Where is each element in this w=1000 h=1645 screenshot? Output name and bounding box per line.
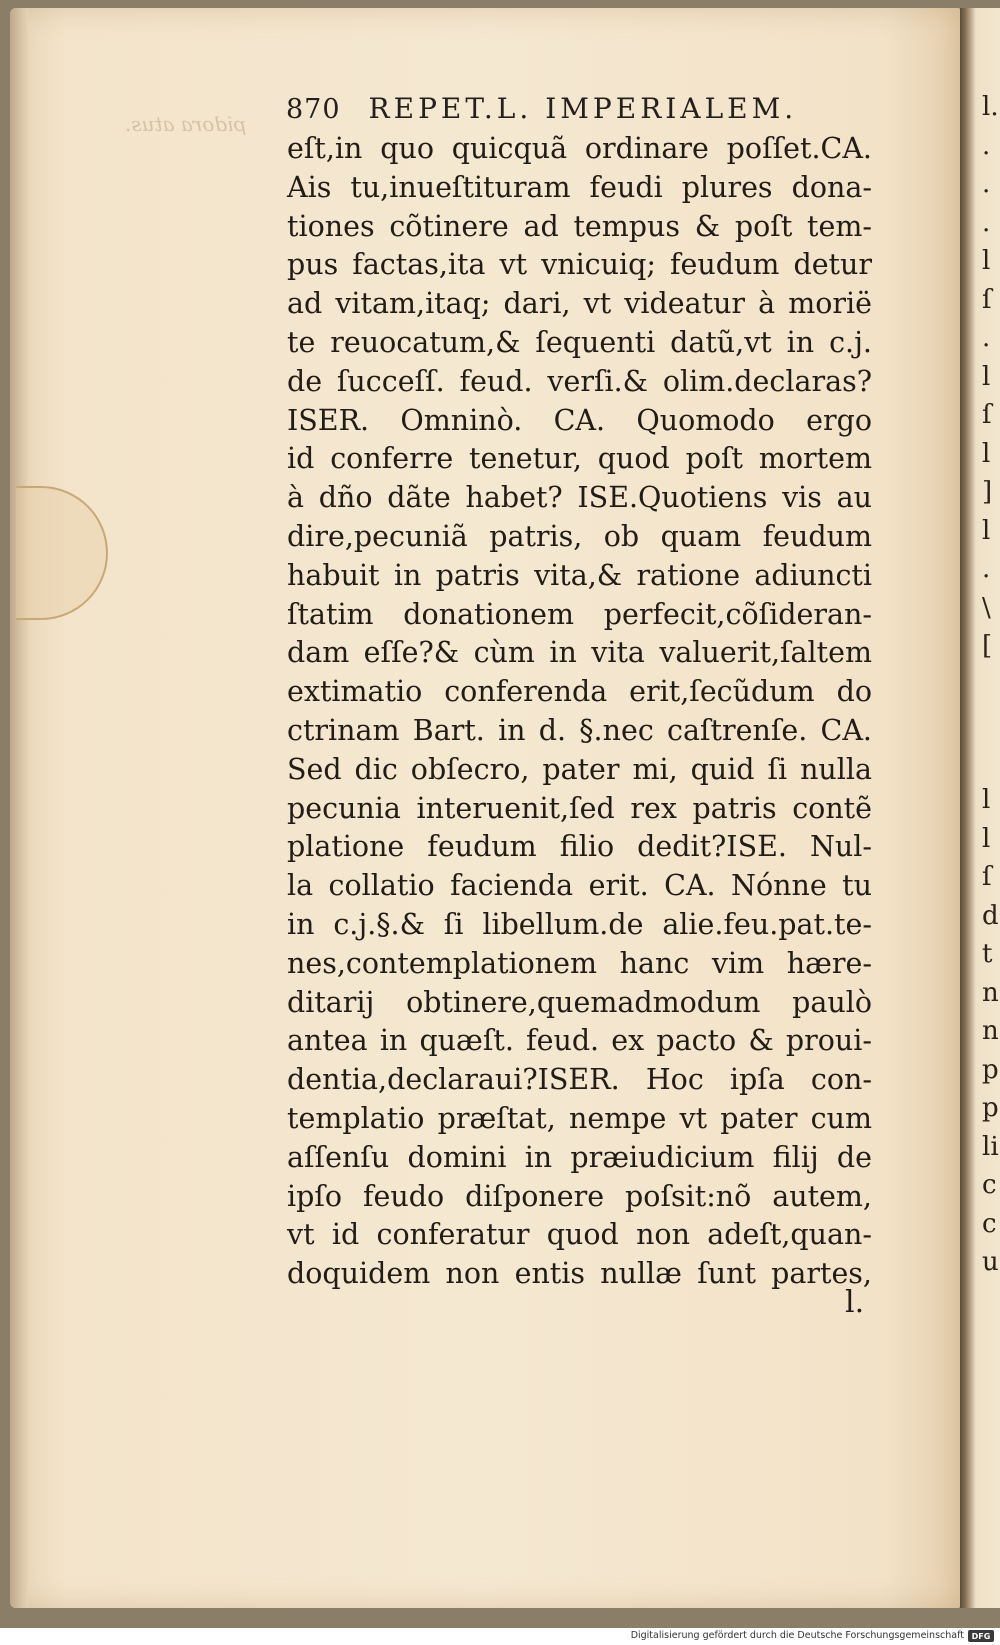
page-number: 870: [286, 94, 341, 125]
facing-page-fragments: [982, 88, 1000, 1282]
text-line: eſt,in quo quicquã ordinare poſſet.CA.: [287, 132, 872, 165]
gutter-fragment: ]: [982, 477, 993, 507]
gutter-fragment: l: [982, 823, 991, 854]
gutter-fragment: \: [982, 592, 991, 623]
text-line: pecunia interuenit,ſed rex patris contẽ: [287, 791, 872, 825]
gutter-fragment: p: [982, 1054, 999, 1085]
text-line: templatio præſtat, nempe vt pater cum: [287, 1101, 872, 1135]
text-line: à dño dãte habet? ISE.Quotiens vis au: [287, 481, 872, 515]
text-line: antea in quæſt. feud. ex pacto & proui-: [287, 1024, 872, 1058]
gutter-fragment: [982, 704, 1000, 743]
dfg-logo: DFG: [968, 1630, 994, 1642]
text-line: de ſucceſſ. feud. verſi.& olim.declaras?: [287, 364, 872, 398]
text-line: vt id conferatur quod non adeſt,quan-: [287, 1218, 872, 1252]
gutter-fragment: p: [982, 1093, 999, 1123]
text-line: habuit in patris vita,& ratione adiuncti: [287, 558, 872, 592]
gutter-fragment: n: [982, 977, 999, 1008]
text-line: tiones cõtinere ad tempus & poſt tem-: [287, 209, 872, 243]
gutter-fragment: t: [982, 939, 993, 969]
gutter-fragment: l: [982, 361, 991, 392]
gutter-fragment: .: [982, 554, 991, 584]
gutter-fragment: .: [982, 323, 991, 353]
text-line: ipſo feudo diſponere poſsit:nõ autem,: [287, 1179, 872, 1213]
text-line: ſtatim donationem perfecit,cõſideran-: [287, 597, 872, 631]
gutter-fragment: li: [982, 1131, 999, 1162]
page-edge: [10, 8, 28, 1608]
text-line: dentia,declaraui?ISER. Hoc ipſa con-: [287, 1063, 872, 1097]
text-line: in c.j.§.& ſi libellum.de alie.feu.pat.te-: [287, 907, 872, 941]
gutter-fragment: .: [982, 169, 991, 199]
gutter-fragment: l: [982, 785, 991, 815]
gutter-fragment: l: [982, 246, 991, 276]
text-line: pus factas,ita vt vnicuiq; feudum detur: [287, 248, 872, 282]
gutter-fragment: .: [982, 207, 991, 238]
gutter-fragment: c: [982, 1208, 997, 1239]
text-line: dire,pecuniã patris, ob quam feudum: [287, 519, 872, 553]
body-text: [287, 130, 872, 1294]
bleed-through-text: pidora atus.: [125, 112, 247, 136]
gutter-fragment: l: [982, 515, 991, 546]
text-line: platione feudum filio dedit?ISE. Nul-: [287, 830, 872, 864]
gutter-fragment: [982, 743, 1000, 782]
gutter-fragment: ſ: [982, 284, 992, 315]
text-line: la collatio facienda erit. CA. Nónne tu: [287, 869, 872, 903]
page-header: [286, 92, 846, 132]
gutter-fragment: ſ: [982, 400, 992, 430]
text-line: ISER. Omninò. CA. Quomodo ergo: [287, 403, 872, 437]
text-line: ditarij obtinere,quemadmodum paulò: [287, 985, 872, 1019]
clasp-mark: [16, 486, 108, 620]
text-line: extimatio conferenda erit,ſecũdum do: [287, 675, 872, 709]
gutter-fragment: [: [982, 631, 993, 661]
gutter-fragment: ſ: [982, 862, 992, 892]
catchword: l.: [845, 1285, 865, 1320]
text-line: id conferre tenetur, quod poſt mortem: [287, 442, 872, 476]
gutter-fragment: .: [982, 130, 991, 161]
gutter-fragment: l.: [982, 92, 999, 122]
text-line: doquidem non entis nullæ ſunt partes,: [287, 1257, 872, 1291]
text-line: ad vitam,itaq; dari, vt videatur à morië: [287, 287, 872, 321]
digitization-credit: Digitalisierung gefördert durch die Deutsche Forschungsgemeinschaft: [630, 1630, 964, 1641]
gutter-fragment: l: [982, 438, 991, 469]
gutter-fragment: [982, 666, 1000, 705]
gutter-fragment: u: [982, 1247, 999, 1277]
gutter-fragment: d: [982, 900, 999, 931]
running-head: REPET.L. IMPERIALEM.: [368, 92, 798, 125]
text-line: Ais tu,inueſtituram feudi plures dona-: [287, 170, 872, 204]
text-line: ctrinam Bart. in d. §.nec caſtrenſe. CA.: [287, 713, 872, 747]
text-line: aſſenſu domini in præiudicium filij de: [287, 1140, 872, 1174]
text-line: te reuocatum,& ſequenti datũ,vt in c.j.: [287, 325, 872, 359]
gutter-fragment: n: [982, 1016, 999, 1046]
text-line: nes,contemplationem hanc vim hære-: [287, 946, 872, 980]
text-line: dam eſſe?& cùm in vita valuerit,ſaltem: [287, 636, 872, 670]
gutter-fragment: c: [982, 1170, 997, 1200]
text-line: Sed dic obſecro, pater mi, quid ſi nulla: [287, 752, 872, 786]
